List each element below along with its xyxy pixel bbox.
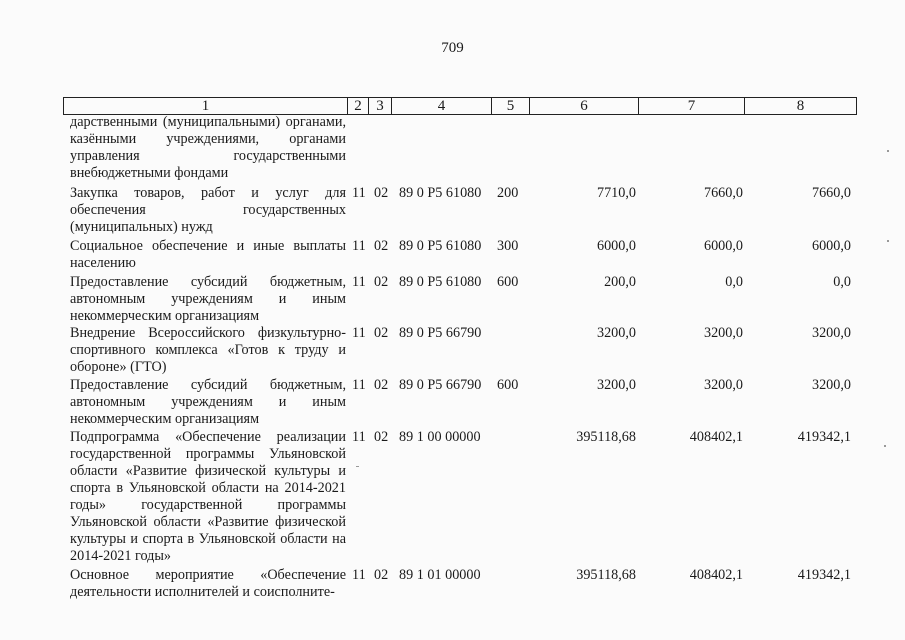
header-col-8: 8 [745,98,857,115]
row-expense-type: 600 [497,377,519,393]
row-name: Предоставление субсидий бюджетным, автономным учреждениям и иным некоммерческим организациям [70,274,346,324]
scan-speck [884,445,886,447]
row-name: Внедрение Всероссийского физкультурно-спортивного комплекса «Готов к труду и обороне» (ГТО) [70,325,346,375]
row-subsection: 02 [374,567,389,583]
scan-speck [356,466,359,467]
row-amount-3: 7660,0 [811,185,851,201]
row-name: Предоставление субсидий бюджетным, автономным учреждениям и иным некоммерческим организациям [70,377,346,427]
row-section: 11 [352,274,366,290]
row-amount-3: 6000,0 [811,238,851,254]
row-target-code: 89 0 P5 61080 [399,274,482,290]
row-section: 11 [352,238,366,254]
page-number: 709 [441,40,464,56]
header-col-5: 5 [492,98,530,115]
row-amount-1: 6000,0 [596,238,636,254]
row-subsection: 02 [374,238,389,254]
row-section: 11 [352,429,366,445]
row-amount-3: 3200,0 [811,377,851,393]
row-section: 11 [352,567,366,583]
row-amount-3: 419342,1 [797,429,851,445]
header-col-1: 1 [64,98,348,115]
row-amount-2: 408402,1 [689,567,743,583]
row-amount-2: 6000,0 [703,238,743,254]
row-section: 11 [352,185,366,201]
header-col-6: 6 [530,98,639,115]
row-amount-1: 3200,0 [596,377,636,393]
scan-speck [887,240,889,242]
row-name: дарственными (муниципальными) органами, казёнными учреждениями, органами управления государственными внебюджетными фондами [70,114,346,181]
row-section: 11 [352,377,366,393]
row-amount-1: 395118,68 [576,429,636,445]
header-col-4: 4 [392,98,492,115]
table-header [63,97,857,115]
row-expense-type: 300 [497,238,519,254]
row-target-code: 89 0 P5 61080 [399,238,482,254]
row-name: Основное мероприятие «Обеспечение деятельности исполнителей и соисполните- [70,567,346,600]
row-target-code: 89 1 01 00000 [399,567,481,583]
row-amount-3: 0,0 [833,274,851,290]
row-amount-2: 3200,0 [703,325,743,341]
row-amount-1: 200,0 [604,274,636,290]
row-subsection: 02 [374,429,389,445]
row-amount-1: 3200,0 [596,325,636,341]
row-section: 11 [352,325,366,341]
header-col-7: 7 [639,98,745,115]
row-amount-3: 419342,1 [797,567,851,583]
row-amount-2: 7660,0 [703,185,743,201]
row-amount-3: 3200,0 [811,325,851,341]
scan-speck [887,150,889,152]
row-subsection: 02 [374,274,389,290]
row-target-code: 89 0 P5 66790 [399,325,482,341]
row-name: Закупка товаров, работ и услуг для обеспечения государственных (муниципальных) нужд [70,185,346,235]
header-col-2: 2 [348,98,369,115]
row-amount-1: 395118,68 [576,567,636,583]
row-target-code: 89 1 00 00000 [399,429,481,445]
row-amount-2: 0,0 [725,274,743,290]
row-expense-type: 600 [497,274,519,290]
row-subsection: 02 [374,185,389,201]
row-amount-2: 3200,0 [703,377,743,393]
row-name: Социальное обеспечение и иные выплаты населению [70,238,346,271]
row-amount-2: 408402,1 [689,429,743,445]
row-subsection: 02 [374,377,389,393]
row-expense-type: 200 [497,185,519,201]
header-col-3: 3 [369,98,392,115]
row-target-code: 89 0 P5 66790 [399,377,482,393]
row-target-code: 89 0 P5 61080 [399,185,482,201]
row-name: Подпрограмма «Обеспечение реализации государственной программы Ульяновской области «Развитие физической культуры и спорта в Ульяновской области на 2014-2021 годы» государственной программы Ульяновской области «Развитие физической культуры и спорта в Ульяновской области на 2014-2021 годы» [70,429,346,564]
row-amount-1: 7710,0 [596,185,636,201]
row-subsection: 02 [374,325,389,341]
